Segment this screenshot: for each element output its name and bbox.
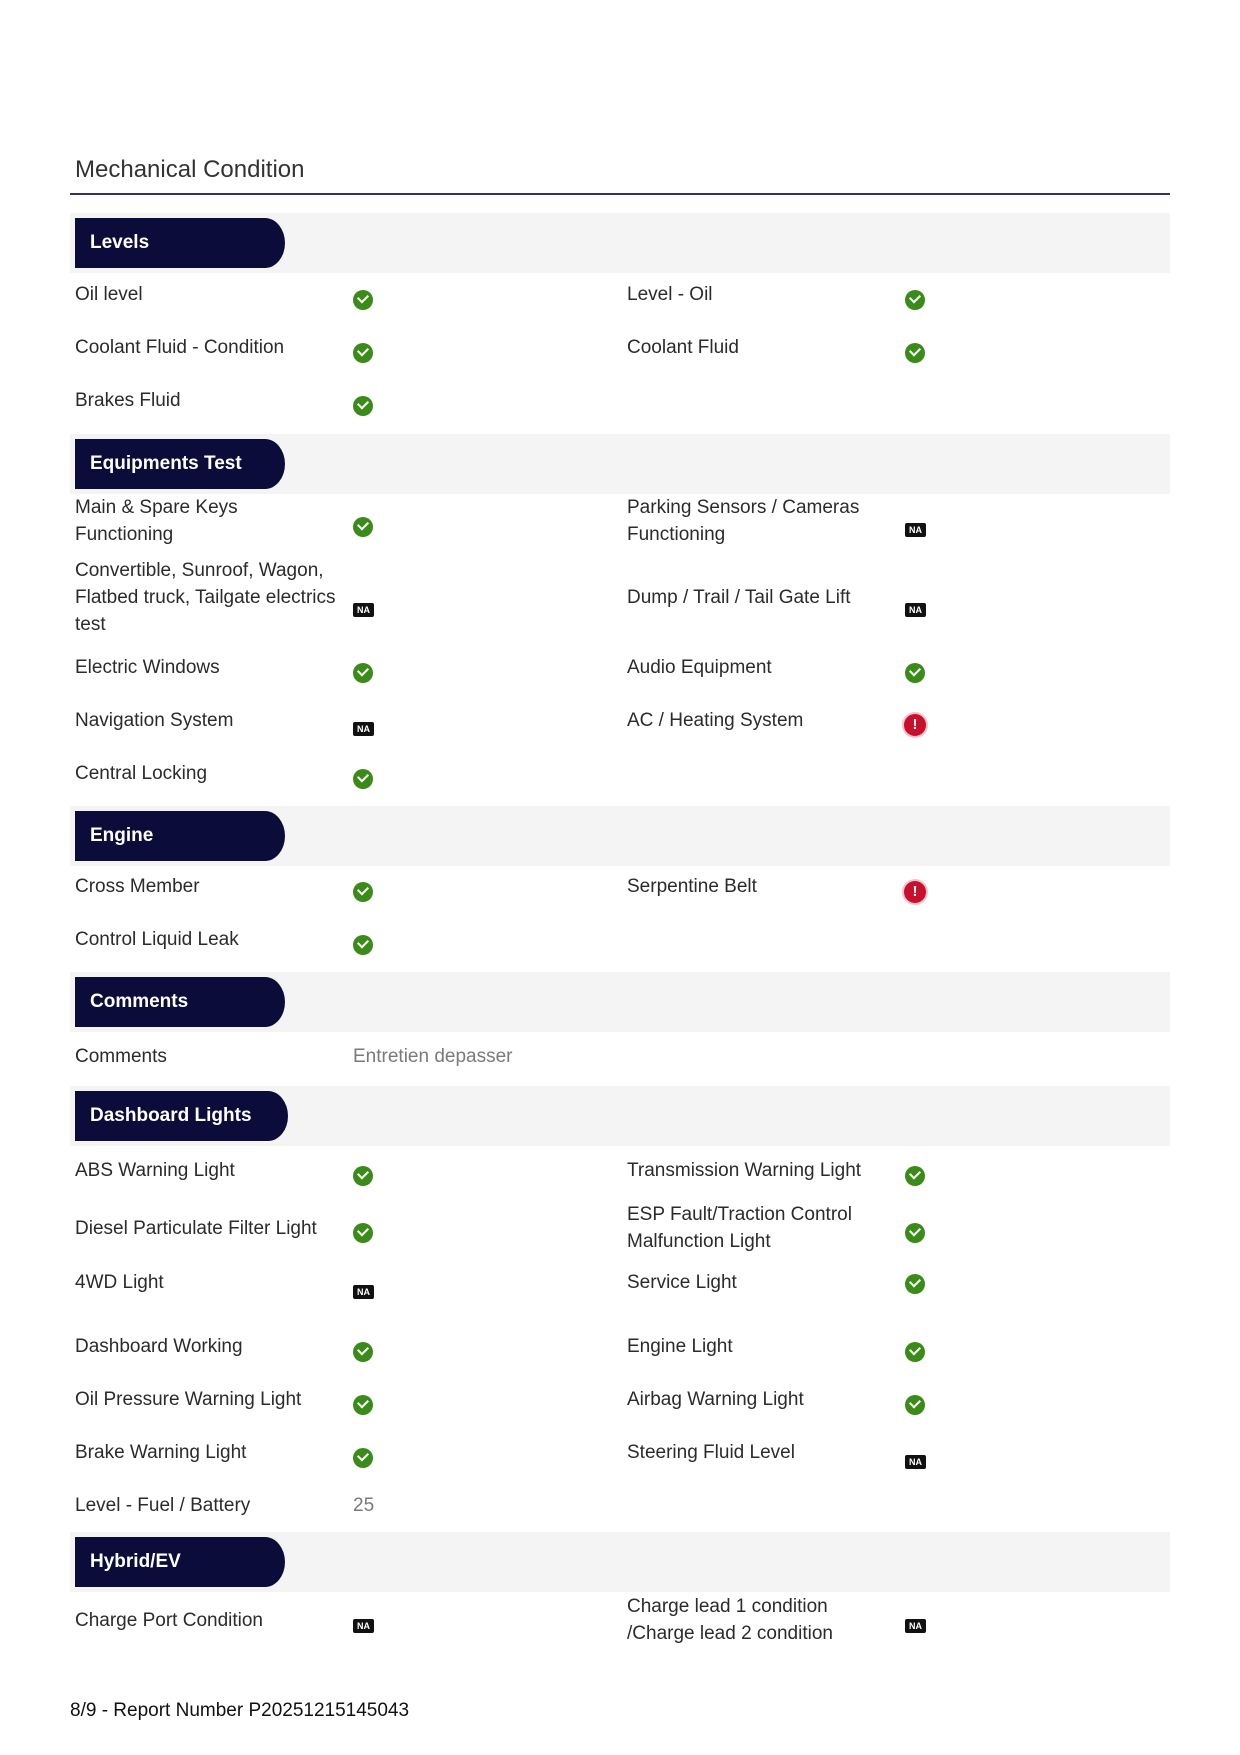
item-label-oil-pressure-warning-light: Oil Pressure Warning Light	[75, 1389, 302, 1410]
item-label-brake-warning-light: Brake Warning Light	[75, 1442, 247, 1463]
section-header-comments	[70, 972, 1170, 1032]
item-label-cross-member: Cross Member	[75, 876, 200, 897]
item-label-control-liquid-leak: Control Liquid Leak	[75, 929, 239, 950]
section-title: Hybrid/EV	[75, 1537, 285, 1587]
check-circle-icon	[905, 1395, 925, 1415]
check-circle-icon	[905, 1166, 925, 1186]
item-label-serpentine-belt: Serpentine Belt	[627, 876, 757, 897]
item-label-charge-lead-1-condition-charge-lead-2-condition: Charge lead 1 condition /Charge lead 2 condition	[627, 1596, 833, 1644]
item-label-esp-fault-traction-control-malfunction-light: ESP Fault/Traction Control Malfunction Light	[627, 1204, 852, 1252]
item-label-oil-level: Oil level	[75, 284, 143, 305]
na-badge-icon: NA	[353, 603, 374, 617]
item-label-abs-warning-light: ABS Warning Light	[75, 1160, 235, 1181]
check-circle-icon	[353, 663, 373, 683]
title-divider	[70, 193, 1170, 195]
section-header-levels	[70, 213, 1170, 273]
item-label-dump-trail-tail-gate-lift: Dump / Trail / Tail Gate Lift	[627, 587, 851, 608]
item-label-electric-windows: Electric Windows	[75, 657, 220, 678]
item-label-diesel-particulate-filter-light: Diesel Particulate Filter Light	[75, 1218, 317, 1239]
check-circle-icon	[353, 343, 373, 363]
section-header-hybrid	[70, 1532, 1170, 1592]
item-label-audio-equipment: Audio Equipment	[627, 657, 772, 678]
item-label-brakes-fluid: Brakes Fluid	[75, 390, 181, 411]
check-circle-icon	[905, 1223, 925, 1243]
check-circle-icon	[353, 882, 373, 902]
section-title: Levels	[75, 218, 285, 268]
na-badge-icon: NA	[905, 603, 926, 617]
na-badge-icon: NA	[905, 523, 926, 537]
check-circle-icon	[905, 1274, 925, 1294]
item-value: Entretien depasser	[353, 1046, 513, 1067]
check-circle-icon	[353, 1223, 373, 1243]
na-badge-icon: NA	[353, 722, 374, 736]
na-badge-icon: NA	[353, 1285, 374, 1299]
check-circle-icon	[905, 1342, 925, 1362]
item-value: 25	[353, 1495, 375, 1516]
check-circle-icon	[353, 935, 373, 955]
item-label-main-spare-keys-functioning: Main & Spare Keys Functioning	[75, 497, 238, 545]
item-label-engine-light: Engine Light	[627, 1336, 733, 1357]
item-label-coolant-fluid-condition: Coolant Fluid - Condition	[75, 337, 285, 358]
section-header-dashboard	[70, 1086, 1170, 1146]
section-title: Dashboard Lights	[75, 1091, 288, 1141]
item-label-airbag-warning-light: Airbag Warning Light	[627, 1389, 804, 1410]
check-circle-icon	[905, 290, 925, 310]
section-title: Engine	[75, 811, 285, 861]
item-label-charge-port-condition: Charge Port Condition	[75, 1610, 263, 1631]
page-title: Mechanical Condition	[75, 156, 305, 183]
item-label-coolant-fluid: Coolant Fluid	[627, 337, 739, 358]
check-circle-icon	[353, 1342, 373, 1362]
page-footer: 8/9 - Report Number P20251215145043	[70, 1700, 410, 1721]
item-label-convertible-sunroof-wagon-flatbed-truck-tailgate-electrics-test: Convertible, Sunroof, Wagon, Flatbed truck, Tailgate electrics test	[75, 560, 336, 635]
item-label-level-fuel-battery: Level - Fuel / Battery	[75, 1495, 251, 1516]
check-circle-icon	[353, 290, 373, 310]
item-label-dashboard-working: Dashboard Working	[75, 1336, 243, 1357]
check-circle-icon	[353, 1395, 373, 1415]
check-circle-icon	[353, 517, 373, 537]
item-label-parking-sensors-cameras-functioning: Parking Sensors / Cameras Functioning	[627, 497, 860, 545]
item-label-level-oil: Level - Oil	[627, 284, 713, 305]
item-label-central-locking: Central Locking	[75, 763, 208, 784]
check-circle-icon	[353, 769, 373, 789]
item-label-4wd-light: 4WD Light	[75, 1272, 164, 1293]
item-label-navigation-system: Navigation System	[75, 710, 234, 731]
check-circle-icon	[353, 396, 373, 416]
section-title: Equipments Test	[75, 439, 285, 489]
section-header-engine	[70, 806, 1170, 866]
check-circle-icon	[905, 663, 925, 683]
item-label-comments: Comments	[75, 1046, 167, 1067]
item-label-service-light: Service Light	[627, 1272, 737, 1293]
item-label-ac-heating-system: AC / Heating System	[627, 710, 804, 731]
exclamation-circle-icon: !	[904, 714, 926, 736]
check-circle-icon	[353, 1166, 373, 1186]
na-badge-icon: NA	[905, 1619, 926, 1633]
na-badge-icon: NA	[905, 1455, 926, 1469]
check-circle-icon	[905, 343, 925, 363]
section-title: Comments	[75, 977, 285, 1027]
section-header-equipments	[70, 434, 1170, 494]
item-label-steering-fluid-level: Steering Fluid Level	[627, 1442, 795, 1463]
exclamation-circle-icon: !	[904, 881, 926, 903]
item-label-transmission-warning-light: Transmission Warning Light	[627, 1160, 862, 1181]
na-badge-icon: NA	[353, 1619, 374, 1633]
check-circle-icon	[353, 1448, 373, 1468]
